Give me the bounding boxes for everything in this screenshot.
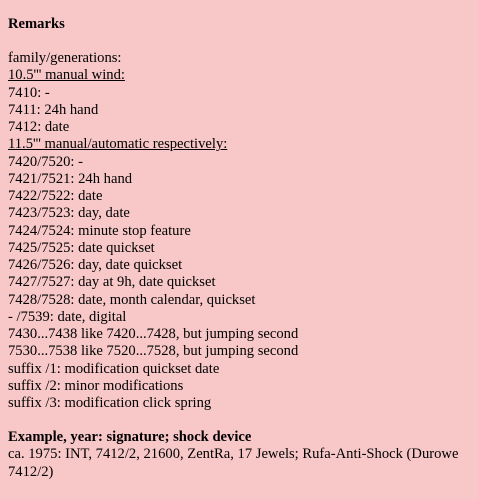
family-label: family/generations:: [8, 50, 122, 66]
list-item: 7420/7520: -: [8, 153, 83, 170]
list-item: 7422/7522: date: [8, 188, 103, 204]
spacer: [8, 412, 470, 429]
group-heading-11-5: 11.5''' manual/automatic respectively:: [8, 136, 228, 153]
list-item: suffix /2: minor modifications: [8, 377, 184, 394]
example-title: Example, year: signature; shock device: [8, 429, 252, 446]
spacer: [8, 33, 470, 50]
list-item: 7427/7527: day at 9h, date quickset: [8, 274, 216, 291]
group-heading-10-5: 10.5''' manual wind:: [8, 67, 125, 84]
list-item: 7530...7538 like 7520...7528, but jumping second: [8, 343, 299, 360]
list-item: 7424/7524: minute stop feature: [8, 222, 191, 239]
example-text: ca. 1975: INT, 7412/2, 21600, ZentRa, 17 Jewels; Rufa-Anti-Shock (Durowe 7412/2): [8, 446, 459, 480]
list-item: suffix /1: modification quickset date: [8, 360, 220, 377]
list-item: 7423/7523: day, date: [8, 205, 130, 222]
list-item: 7428/7528: date, month calendar, quickset: [8, 291, 256, 308]
list-item: 7410: -: [8, 84, 50, 101]
list-item: suffix /3: modification click spring: [8, 395, 212, 411]
list-item: 7412: date: [8, 119, 70, 135]
list-item: 7426/7526: day, date quickset: [8, 257, 183, 273]
remarks-title: Remarks: [8, 16, 65, 32]
list-item: 7421/7521: 24h hand: [8, 170, 133, 187]
list-item: 7425/7525: date quickset: [8, 239, 155, 256]
list-item: 7430...7438 like 7420...7428, but jumping second: [8, 326, 299, 342]
list-item: - /7539: date, digital: [8, 308, 127, 325]
list-item: 7411: 24h hand: [8, 101, 99, 118]
